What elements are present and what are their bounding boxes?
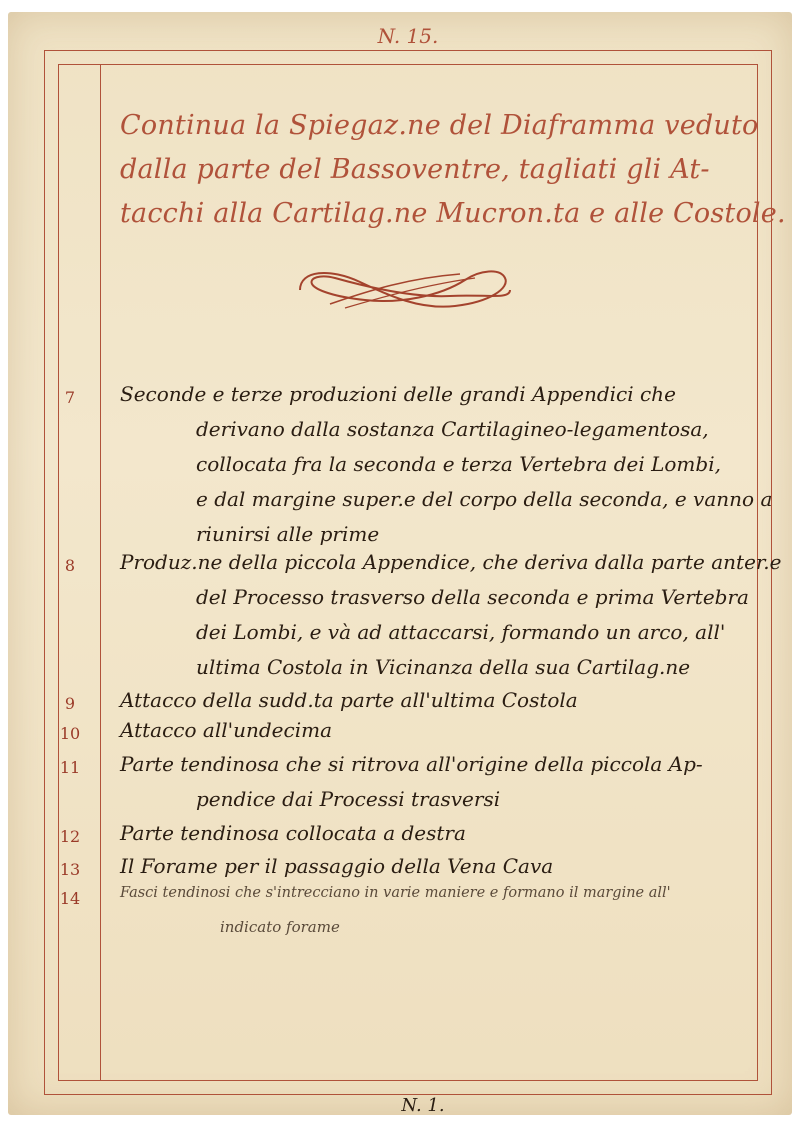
entry-number: 14 xyxy=(59,889,81,908)
entry-number: 13 xyxy=(59,860,81,879)
entry-number: 12 xyxy=(59,827,81,846)
entry-text-line: collocata fra la seconda e terza Vertebra dei Lombi, xyxy=(196,452,721,476)
entry-text-line: Fasci tendinosi che s'intrecciano in varie maniere e formano il margine all' xyxy=(120,885,671,901)
entry-text-line: indicato forame xyxy=(220,918,340,936)
title-line: Continua la Spiegaz.ne del Diaframma veduto xyxy=(120,110,759,141)
entry-number: 9 xyxy=(64,694,76,713)
title-line: dalla parte del Bassoventre, tagliati gli At- xyxy=(120,154,710,185)
entry-text-line: Produz.ne della piccola Appendice, che deriva dalla parte anter.e xyxy=(120,550,782,574)
entry-text-line: pendice dai Processi trasversi xyxy=(196,787,501,811)
entry-text-line: del Processo trasverso della seconda e prima Vertebra xyxy=(196,585,749,609)
entry-number: 10 xyxy=(59,724,81,743)
entry-text-line: Il Forame per il passaggio della Vena Cava xyxy=(120,854,554,878)
margin-rule xyxy=(100,64,101,1081)
entry-text-line: Attacco della sudd.ta parte all'ultima Costola xyxy=(120,688,578,712)
entry-text-line: Parte tendinosa collocata a destra xyxy=(120,821,466,845)
entry-text-line: Attacco all'undecima xyxy=(120,718,332,742)
entry-text-line: Parte tendinosa che si ritrova all'origine della piccola Ap- xyxy=(120,752,703,776)
plate-number: N. 15. xyxy=(377,24,439,48)
entry-number: 7 xyxy=(64,388,76,407)
entry-text-line: Seconde e terze produzioni delle grandi Appendici che xyxy=(120,382,676,406)
entry-text-line: derivano dalla sostanza Cartilagineo-legamentosa, xyxy=(196,417,709,441)
entry-text-line: e dal margine super.e del corpo della seconda, e vanno a xyxy=(196,487,773,511)
title-line: tacchi alla Cartilag.ne Mucron.ta e alle Costole. xyxy=(120,198,786,229)
entry-number: 8 xyxy=(64,556,76,575)
entry-text-line: ultima Costola in Vicinanza della sua Cartilag.ne xyxy=(196,655,691,679)
entry-text-line: riunirsi alle prime xyxy=(196,522,380,546)
ornamental-flourish-icon xyxy=(290,260,520,320)
manuscript-page xyxy=(8,12,792,1115)
page-title xyxy=(120,104,786,236)
entry-number: 11 xyxy=(59,758,81,777)
footer-mark: N. 1. xyxy=(401,1095,445,1116)
entry-text-line: dei Lombi, e và ad attaccarsi, formando un arco, all' xyxy=(196,620,726,644)
